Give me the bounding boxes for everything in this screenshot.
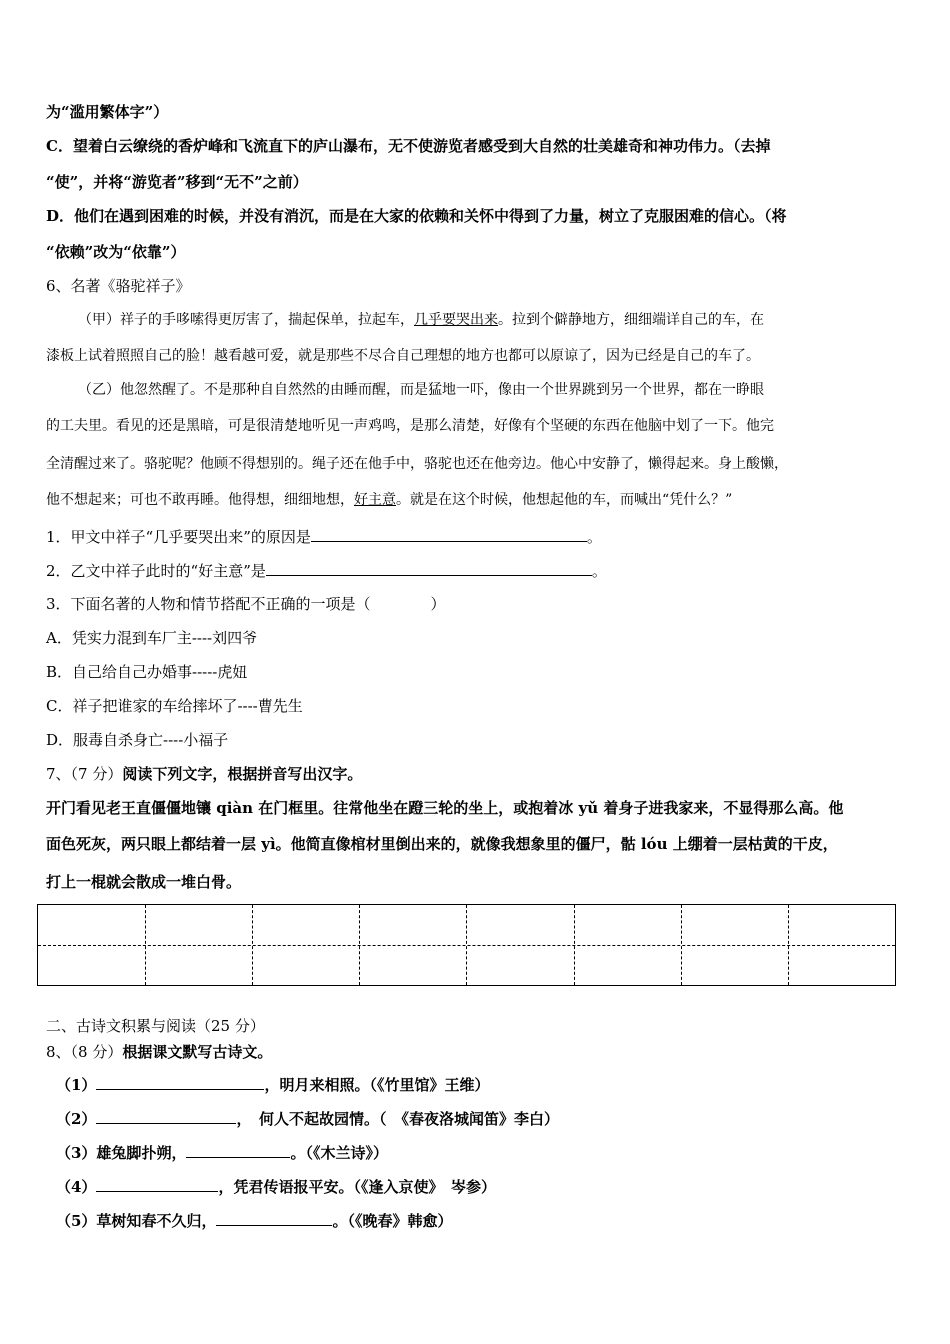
q6-sub1-answer-blank[interactable] xyxy=(311,526,587,542)
grid-dashed-divider xyxy=(466,905,467,985)
q8-item-5-text-a: （5）草树知春不久归， xyxy=(56,1212,217,1230)
q6-jia-text-a: （甲）祥子的手哆嗦得更厉害了，揣起保单，拉起车， xyxy=(78,312,414,328)
q8-item-4-num: （4） xyxy=(56,1178,97,1196)
q7-heading xyxy=(46,764,362,784)
q6-passage-yi-line2: 的工夫里。看见的还是黑暗，可是很清楚地听见一声鸡鸣，是那么清楚，好像有个坚硬的东西在他脑中划了一下。他完 xyxy=(46,418,774,434)
q5-option-c-line2: “使”，并将“游览者”移到“无不”之前） xyxy=(46,173,308,191)
q6-passage-yi-line4 xyxy=(46,490,732,510)
q6-yi-text-b: 。就是在这个时候，他想起他的车，而喊出“凭什么？” xyxy=(396,492,733,508)
grid-dashed-divider xyxy=(145,905,146,985)
q5-option-d-line1: D．他们在遇到困难的时候，并没有消沉，而是在大家的依赖和关怀中得到了力量，树立了克服困难的信心。（将 xyxy=(46,207,787,225)
q7-passage-line2: 面色死灰，两只眼上都结着一层 yì。他简直像棺材里倒出来的，就像我想象里的僵尸，骷 lóu 上绷着一层枯黄的干皮， xyxy=(46,835,838,853)
q6-sub1-period: 。 xyxy=(586,528,602,546)
section2-title: 二、古诗文积累与阅读（25 分） xyxy=(46,1017,265,1035)
q6-heading: 6、名著《骆驼祥子》 xyxy=(46,277,191,295)
q6-sub1 xyxy=(46,526,602,547)
q6-jia-underlined-phrase: 几乎要哭出来 xyxy=(414,312,498,328)
grid-dashed-divider xyxy=(788,905,789,985)
q5-option-c-line1: C．望着白云缭绕的香炉峰和飞流直下的庐山瀑布，无不使游览者感受到大自然的壮美雄奇和神功伟力。（去掉 xyxy=(46,137,771,155)
q8-item-3-blank[interactable] xyxy=(186,1142,290,1158)
q6-option-d: D．服毒自杀身亡----小福子 xyxy=(46,731,229,749)
q6-passage-yi-line3: 全清醒过来了。骆驼呢？他顾不得想别的。绳子还在他手中，骆驼也还在他旁边。他心中安静了，懒得起来。身上酸懒， xyxy=(46,456,788,472)
q8-item-1-text: ，明月来相照。（《竹里馆》王维） xyxy=(264,1076,490,1094)
q8-item-4 xyxy=(56,1176,496,1197)
q6-passage-jia-line1 xyxy=(78,310,764,330)
q6-sub2-period: 。 xyxy=(591,562,607,580)
q8-item-2 xyxy=(56,1108,559,1129)
q6-option-b: B．自己给自己办婚事-----虎妞 xyxy=(46,663,248,681)
q8-item-4-text: ，凭君传语报平安。（《逢入京使》 岑参） xyxy=(218,1178,496,1196)
q7-passage-line1: 开门看见老王直僵僵地镶 qiàn 在门框里。往常他坐在蹬三轮的坐上，或抱着冰 yǔ 着身子进我家来，不显得那么高。他 xyxy=(46,799,844,817)
q6-sub1-prompt: 1．甲文中祥子“几乎要哭出来”的原因是 xyxy=(46,528,311,546)
q8-item-3 xyxy=(56,1142,388,1163)
q8-number: 8、（8 分） xyxy=(46,1043,123,1061)
q6-sub2 xyxy=(46,560,607,581)
answer-grid[interactable] xyxy=(37,904,896,986)
q8-item-4-blank[interactable] xyxy=(96,1176,218,1192)
q7-number: 7、（7 分） xyxy=(46,765,123,783)
q8-instruction: 根据课文默写古诗文。 xyxy=(122,1043,273,1061)
q7-passage-line3: 打上一棍就会散成一堆白骨。 xyxy=(46,873,242,891)
q8-item-3-text-b: 。（《木兰诗》） xyxy=(290,1144,388,1162)
q8-item-5-blank[interactable] xyxy=(216,1210,332,1226)
grid-dashed-divider xyxy=(359,905,360,985)
q8-item-5-text-b: 。（《晚春》韩愈） xyxy=(332,1212,453,1230)
grid-dashed-divider xyxy=(252,905,253,985)
q6-sub2-prompt: 2．乙文中祥子此时的“好主意”是 xyxy=(46,562,266,580)
q8-item-1-num: （1） xyxy=(56,1076,97,1094)
q8-item-5 xyxy=(56,1210,452,1231)
q8-item-2-text: ， 何人不起故园情。（ 《春夜洛城闻笛》李白） xyxy=(236,1110,559,1128)
q6-passage-jia-line2: 漆板上试着照照自己的脸！越看越可爱，就是那些不尽合自己理想的地方也都可以原谅了，因为已经是自己的车了。 xyxy=(46,348,760,364)
q5-option-b-tail: 为“滥用繁体字”） xyxy=(46,103,169,121)
q6-jia-text-b: 。拉到个僻静地方，细细端详自己的车，在 xyxy=(498,312,764,328)
grid-dashed-divider xyxy=(574,905,575,985)
q8-item-1 xyxy=(56,1074,489,1095)
q5-option-d-line2: “依赖”改为“依靠”） xyxy=(46,243,186,261)
q8-item-3-text-a: （3）雄兔脚扑朔， xyxy=(56,1144,187,1162)
q6-yi-underlined-phrase: 好主意 xyxy=(354,492,396,508)
q6-option-c: C．祥子把谁家的车给摔坏了----曹先生 xyxy=(46,697,303,715)
q6-sub3: 3．下面名著的人物和情节搭配不正确的一项是（ ） xyxy=(46,595,446,613)
q8-item-2-blank[interactable] xyxy=(96,1108,236,1124)
q6-option-a: A．凭实力混到车厂主----刘四爷 xyxy=(46,629,258,647)
q8-item-2-num: （2） xyxy=(56,1110,97,1128)
q8-heading xyxy=(46,1042,272,1062)
q7-instruction: 阅读下列文字，根据拼音写出汉字。 xyxy=(122,765,363,783)
grid-dashed-divider xyxy=(681,905,682,985)
q6-passage-yi-line1: （乙）他忽然醒了。不是那种自自然然的由睡而醒，而是猛地一吓，像由一个世界跳到另一个世界，都在一睁眼 xyxy=(78,382,764,398)
q8-item-1-blank[interactable] xyxy=(96,1074,264,1090)
q6-yi-text-a: 他不想起来；可也不敢再睡。他得想，细细地想， xyxy=(46,492,354,508)
q6-sub2-answer-blank[interactable] xyxy=(266,560,592,576)
